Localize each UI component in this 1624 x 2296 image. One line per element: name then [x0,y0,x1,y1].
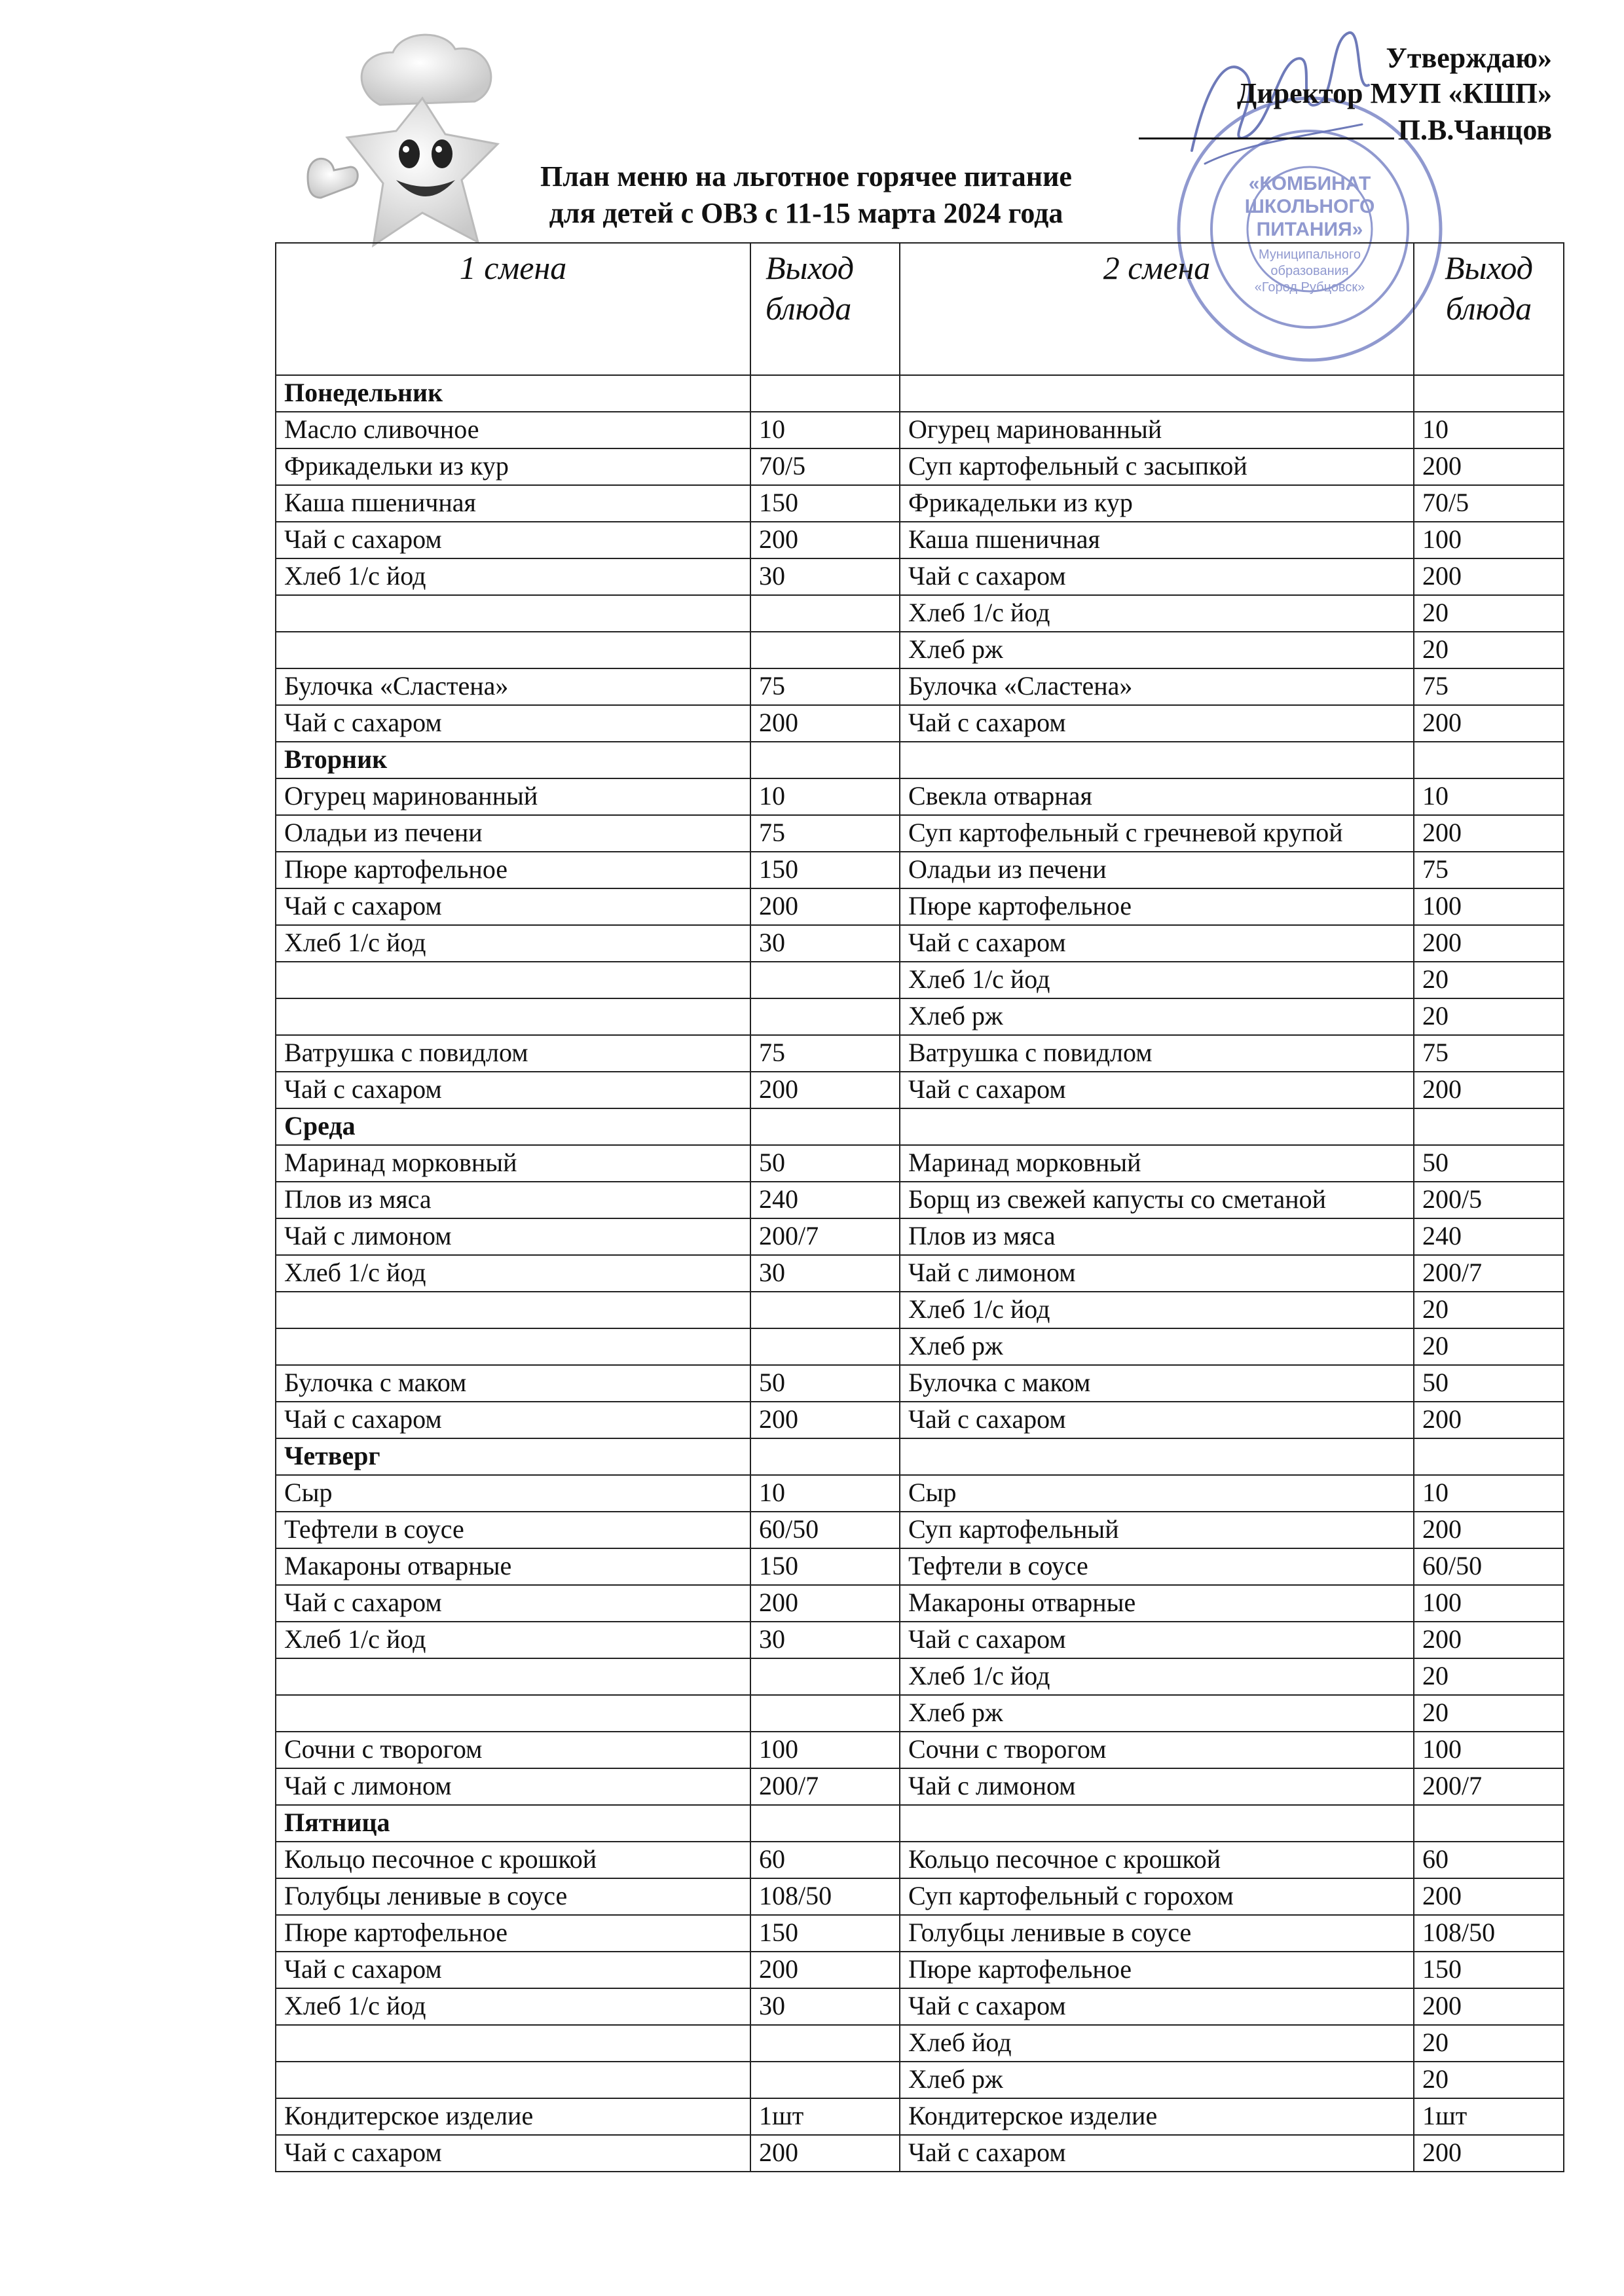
dish-shift-1: Хлеб 1/с йод [276,1622,750,1658]
dish-shift-1: Хлеб 1/с йод [276,558,750,595]
output-shift-2: 70/5 [1414,485,1564,522]
dish-shift-2: Чай с лимоном [900,1768,1414,1805]
table-row [276,1695,1564,1732]
dish-shift-1: Чай с сахаром [276,1072,750,1108]
dish-shift-1 [276,1328,750,1365]
dish-shift-1 [276,2062,750,2098]
day-header-row [276,1438,1564,1475]
output-shift-1: 100 [750,1732,900,1768]
table-row [276,2098,1564,2135]
empty-cell [750,1438,900,1475]
output-shift-1: 150 [750,1915,900,1952]
dish-shift-1: Чай с сахаром [276,1402,750,1438]
header-output-1: Выход блюда [750,243,900,375]
output-shift-1: 200/7 [750,1768,900,1805]
output-shift-1: 200 [750,1585,900,1622]
day-name: Среда [276,1108,750,1145]
output-shift-2: 20 [1414,1292,1564,1328]
dish-shift-1: Сочни с творогом [276,1732,750,1768]
output-shift-2: 20 [1414,1695,1564,1732]
output-shift-1: 75 [750,1035,900,1072]
stamp-line-1: «КОМБИНАТ [1248,173,1371,194]
dish-shift-1 [276,1695,750,1732]
empty-cell [1414,1108,1564,1145]
output-shift-1: 150 [750,1548,900,1585]
approval-line-2: Директор МУП «КШП» [1237,77,1552,109]
output-shift-1 [750,632,900,668]
output-shift-1: 75 [750,815,900,852]
output-shift-1 [750,1328,900,1365]
empty-cell [900,1805,1414,1842]
dish-shift-2: Оладьи из печени [900,852,1414,888]
table-row [276,595,1564,632]
output-shift-1: 30 [750,925,900,962]
empty-cell [750,375,900,412]
dish-shift-1: Пюре картофельное [276,852,750,888]
table-row [276,1768,1564,1805]
dish-shift-1: Ватрушка с повидлом [276,1035,750,1072]
table-row [276,1475,1564,1512]
table-row [276,2135,1564,2172]
dish-shift-2: Хлеб рж [900,632,1414,668]
output-shift-2: 60/50 [1414,1548,1564,1585]
dish-shift-1: Хлеб 1/с йод [276,1988,750,2025]
table-row [276,1988,1564,2025]
day-header-row [276,742,1564,778]
dish-shift-1: Чай с сахаром [276,705,750,742]
output-shift-2: 10 [1414,412,1564,448]
dish-shift-2: Чай с лимоном [900,1255,1414,1292]
dish-shift-2: Пюре картофельное [900,888,1414,925]
dish-shift-2: Хлеб 1/с йод [900,1292,1414,1328]
dish-shift-2: Чай с сахаром [900,558,1414,595]
dish-shift-1: Плов из мяса [276,1182,750,1218]
dish-shift-2: Кондитерское изделие [900,2098,1414,2135]
dish-shift-2: Фрикадельки из кур [900,485,1414,522]
output-shift-1: 30 [750,1988,900,2025]
dish-shift-2: Пюре картофельное [900,1952,1414,1988]
dish-shift-2: Хлеб рж [900,998,1414,1035]
dish-shift-2: Суп картофельный с горохом [900,1878,1414,1915]
dish-shift-2: Сочни с творогом [900,1732,1414,1768]
dish-shift-1: Чай с сахаром [276,1952,750,1988]
table-row [276,448,1564,485]
stamp-sub-3: «Город Рубцовск» [1254,280,1365,295]
output-shift-2: 10 [1414,778,1564,815]
output-shift-1: 240 [750,1182,900,1218]
output-shift-2: 200 [1414,1622,1564,1658]
dish-shift-1: Тефтели в соусе [276,1512,750,1548]
dish-shift-1: Чай с сахаром [276,888,750,925]
output-shift-2: 60 [1414,1842,1564,1878]
table-row [276,412,1564,448]
dish-shift-1: Масло сливочное [276,412,750,448]
table-row [276,1732,1564,1768]
dish-shift-2: Чай с сахаром [900,1988,1414,2025]
menu-table [275,242,1564,2172]
dish-shift-2: Хлеб рж [900,1695,1414,1732]
dish-shift-2: Суп картофельный [900,1512,1414,1548]
output-shift-1: 30 [750,1622,900,1658]
dish-shift-1 [276,595,750,632]
output-shift-1: 200 [750,2135,900,2172]
dish-shift-2: Булочка с маком [900,1365,1414,1402]
output-shift-2: 200 [1414,1988,1564,2025]
output-shift-2: 50 [1414,1365,1564,1402]
table-row [276,1878,1564,1915]
dish-shift-1: Фрикадельки из кур [276,448,750,485]
output-shift-1: 108/50 [750,1878,900,1915]
table-row [276,1952,1564,1988]
output-shift-2: 75 [1414,1035,1564,1072]
dish-shift-2: Борщ из свежей капусты со сметаной [900,1182,1414,1218]
output-shift-2: 20 [1414,998,1564,1035]
output-shift-2: 20 [1414,1658,1564,1695]
day-header-row [276,1108,1564,1145]
day-name: Понедельник [276,375,750,412]
output-shift-1: 150 [750,852,900,888]
output-shift-1: 60/50 [750,1512,900,1548]
table-row [276,888,1564,925]
table-row [276,1512,1564,1548]
table-row [276,962,1564,998]
header-shift-1: 1 смена [276,243,750,375]
output-shift-1 [750,1695,900,1732]
output-shift-1: 200 [750,1072,900,1108]
output-shift-2: 20 [1414,2062,1564,2098]
table-row [276,1548,1564,1585]
dish-shift-2: Суп картофельный с засыпкой [900,448,1414,485]
output-shift-2: 200 [1414,2135,1564,2172]
dish-shift-2: Свекла отварная [900,778,1414,815]
dish-shift-2: Голубцы ленивые в соусе [900,1915,1414,1952]
output-shift-2: 100 [1414,1585,1564,1622]
table-row [276,1622,1564,1658]
dish-shift-1: Маринад морковный [276,1145,750,1182]
table-row [276,2062,1564,2098]
dish-shift-2: Тефтели в соусе [900,1548,1414,1585]
output-shift-2: 1шт [1414,2098,1564,2135]
table-row [276,1842,1564,1878]
dish-shift-2: Хлеб 1/с йод [900,595,1414,632]
empty-cell [750,1805,900,1842]
output-shift-2: 200 [1414,1512,1564,1548]
output-shift-1: 200 [750,522,900,558]
output-shift-1: 200 [750,705,900,742]
table-row [276,1328,1564,1365]
empty-cell [1414,1438,1564,1475]
output-shift-2: 200 [1414,558,1564,595]
output-shift-1 [750,1292,900,1328]
table-row [276,778,1564,815]
output-shift-2: 200/7 [1414,1255,1564,1292]
table-row [276,815,1564,852]
output-shift-2: 200/5 [1414,1182,1564,1218]
output-shift-1: 30 [750,558,900,595]
approval-line-1: Утверждаю» [1386,42,1552,74]
signature-line [1139,111,1394,139]
dish-shift-1: Каша пшеничная [276,485,750,522]
day-header-row [276,375,1564,412]
output-shift-2: 75 [1414,852,1564,888]
dish-shift-1 [276,962,750,998]
dish-shift-2: Суп картофельный с гречневой крупой [900,815,1414,852]
dish-shift-1: Чай с сахаром [276,1585,750,1622]
output-shift-2: 100 [1414,1732,1564,1768]
output-shift-2: 200 [1414,705,1564,742]
output-shift-1: 1шт [750,2098,900,2135]
output-shift-1: 200 [750,1952,900,1988]
table-row [276,522,1564,558]
dish-shift-1: Хлеб 1/с йод [276,1255,750,1292]
output-shift-2: 20 [1414,632,1564,668]
output-shift-2: 200 [1414,1072,1564,1108]
menu-table-body [276,375,1564,2172]
output-shift-2: 10 [1414,1475,1564,1512]
table-row [276,668,1564,705]
output-shift-1: 60 [750,1842,900,1878]
dish-shift-1 [276,1658,750,1695]
day-name: Четверг [276,1438,750,1475]
table-row [276,1292,1564,1328]
dish-shift-2: Чай с сахаром [900,925,1414,962]
table-row [276,998,1564,1035]
dish-shift-1 [276,1292,750,1328]
output-shift-2: 150 [1414,1952,1564,1988]
table-row [276,925,1564,962]
table-row [276,1915,1564,1952]
output-shift-2: 200/7 [1414,1768,1564,1805]
output-shift-1 [750,2062,900,2098]
dish-shift-1: Макароны отварные [276,1548,750,1585]
table-row [276,632,1564,668]
output-shift-1: 200/7 [750,1218,900,1255]
stamp-line-2: ШКОЛЬНОГО [1244,196,1375,217]
dish-shift-1: Булочка «Сластена» [276,668,750,705]
table-row [276,1402,1564,1438]
empty-cell [1414,742,1564,778]
dish-shift-2: Ватрушка с повидлом [900,1035,1414,1072]
dish-shift-2: Хлеб рж [900,2062,1414,2098]
table-row [276,2025,1564,2062]
output-shift-2: 100 [1414,522,1564,558]
dish-shift-2: Чай с сахаром [900,1622,1414,1658]
output-shift-2: 20 [1414,1328,1564,1365]
empty-cell [750,742,900,778]
table-header-row [276,243,1564,375]
table-row [276,1072,1564,1108]
dish-shift-1: Голубцы ленивые в соусе [276,1878,750,1915]
table-row [276,1145,1564,1182]
empty-cell [900,1438,1414,1475]
output-shift-1 [750,595,900,632]
output-shift-1: 150 [750,485,900,522]
output-shift-1: 10 [750,412,900,448]
table-row [276,558,1564,595]
document-title [540,158,1072,232]
output-shift-2: 200 [1414,925,1564,962]
dish-shift-2: Чай с сахаром [900,705,1414,742]
stamp-sub-1: Муниципального [1259,247,1361,262]
dish-shift-1: Чай с лимоном [276,1218,750,1255]
director-name: П.В.Чанцов [1397,114,1552,146]
day-name: Пятница [276,1805,750,1842]
output-shift-2: 20 [1414,2025,1564,2062]
output-shift-2: 240 [1414,1218,1564,1255]
dish-shift-1: Кольцо песочное с крошкой [276,1842,750,1878]
table-row [276,1585,1564,1622]
dish-shift-1: Чай с сахаром [276,2135,750,2172]
output-shift-2: 20 [1414,962,1564,998]
output-shift-2: 108/50 [1414,1915,1564,1952]
title-line-2: для детей с ОВЗ с 11-15 марта 2024 года [549,197,1063,229]
table-row [276,1035,1564,1072]
output-shift-1 [750,1658,900,1695]
output-shift-1: 70/5 [750,448,900,485]
dish-shift-2: Чай с сахаром [900,1072,1414,1108]
dish-shift-1: Чай с лимоном [276,1768,750,1805]
dish-shift-2: Хлеб рж [900,1328,1414,1365]
dish-shift-1: Сыр [276,1475,750,1512]
table-row [276,1182,1564,1218]
stamp-line-3: ПИТАНИЯ» [1256,219,1363,240]
day-header-row [276,1805,1564,1842]
dish-shift-2: Маринад морковный [900,1145,1414,1182]
output-shift-1: 50 [750,1145,900,1182]
dish-shift-1 [276,2025,750,2062]
output-shift-1: 200 [750,888,900,925]
dish-shift-2: Кольцо песочное с крошкой [900,1842,1414,1878]
empty-cell [900,375,1414,412]
table-row [276,852,1564,888]
output-shift-2: 200 [1414,1878,1564,1915]
dish-shift-2: Булочка «Сластена» [900,668,1414,705]
dish-shift-2: Хлеб 1/с йод [900,962,1414,998]
empty-cell [900,1108,1414,1145]
table-row [276,485,1564,522]
empty-cell [900,742,1414,778]
dish-shift-1: Хлеб 1/с йод [276,925,750,962]
output-shift-1 [750,962,900,998]
dish-shift-2: Чай с сахаром [900,1402,1414,1438]
dish-shift-1: Булочка с маком [276,1365,750,1402]
dish-shift-1 [276,632,750,668]
dish-shift-1: Чай с сахаром [276,522,750,558]
dish-shift-1: Оладьи из печени [276,815,750,852]
output-shift-2: 200 [1414,448,1564,485]
dish-shift-1: Кондитерское изделие [276,2098,750,2135]
table-row [276,1255,1564,1292]
dish-shift-2: Хлеб 1/с йод [900,1658,1414,1695]
title-line-1: План меню на льготное горячее питание [540,160,1072,192]
empty-cell [1414,375,1564,412]
table-row [276,1365,1564,1402]
stamp-sub-2: образования [1270,264,1349,278]
dish-shift-1: Огурец маринованный [276,778,750,815]
approval-block [1139,41,1552,148]
empty-cell [750,1108,900,1145]
output-shift-2: 75 [1414,668,1564,705]
table-row [276,1658,1564,1695]
header-shift-2: 2 смена [900,243,1414,375]
dish-shift-2: Хлеб йод [900,2025,1414,2062]
dish-shift-2: Чай с сахаром [900,2135,1414,2172]
dish-shift-2: Каша пшеничная [900,522,1414,558]
output-shift-2: 20 [1414,595,1564,632]
output-shift-1 [750,2025,900,2062]
output-shift-2: 100 [1414,888,1564,925]
header-output-2: Выход блюда [1414,243,1564,375]
output-shift-2: 50 [1414,1145,1564,1182]
output-shift-1: 10 [750,778,900,815]
output-shift-1: 10 [750,1475,900,1512]
dish-shift-2: Плов из мяса [900,1218,1414,1255]
output-shift-2: 200 [1414,815,1564,852]
output-shift-1: 75 [750,668,900,705]
day-name: Вторник [276,742,750,778]
output-shift-1: 200 [750,1402,900,1438]
dish-shift-1 [276,998,750,1035]
approval-line-3 [1139,111,1552,148]
table-row [276,705,1564,742]
empty-cell [1414,1805,1564,1842]
dish-shift-2: Сыр [900,1475,1414,1512]
output-shift-2: 200 [1414,1402,1564,1438]
output-shift-1 [750,998,900,1035]
dish-shift-1: Пюре картофельное [276,1915,750,1952]
output-shift-1: 50 [750,1365,900,1402]
table-row [276,1218,1564,1255]
dish-shift-2: Макароны отварные [900,1585,1414,1622]
output-shift-1: 30 [750,1255,900,1292]
dish-shift-2: Огурец маринованный [900,412,1414,448]
